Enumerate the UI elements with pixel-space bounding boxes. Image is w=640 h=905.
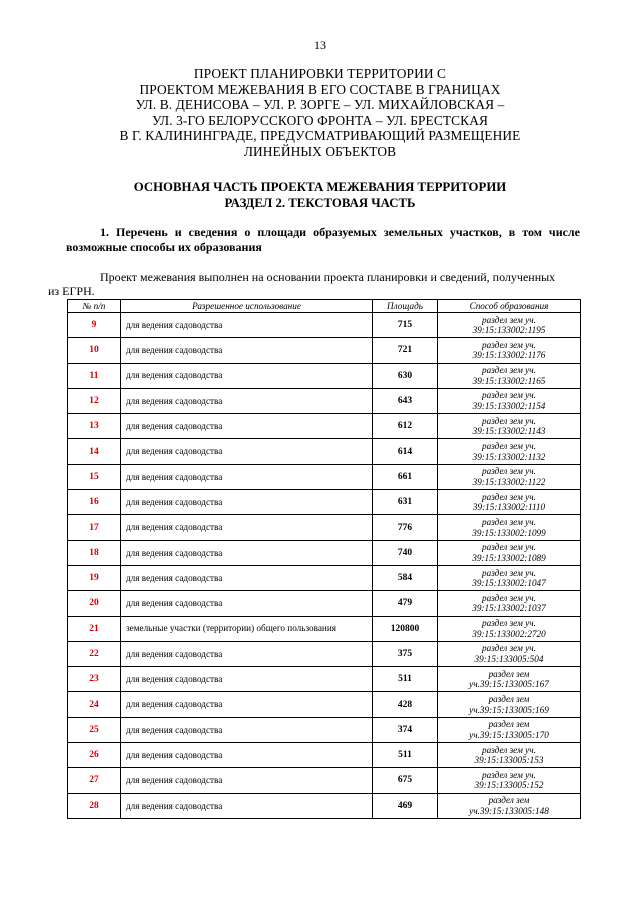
- table-row: [68, 439, 581, 464]
- formation-method: раздел зем уч. 39:15:133005:153: [438, 743, 581, 768]
- table-row: [68, 641, 581, 666]
- row-number: 26: [68, 743, 121, 768]
- permitted-use: для ведения садоводства: [121, 490, 373, 515]
- permitted-use: для ведения садоводства: [121, 793, 373, 818]
- row-number: 20: [68, 591, 121, 616]
- page-number: 13: [314, 38, 326, 52]
- plot-area: 630: [373, 363, 438, 388]
- plot-area: 715: [373, 313, 438, 338]
- header-permitted-use: Разрешенное использование: [121, 300, 373, 313]
- row-number: 19: [68, 565, 121, 590]
- intro-paragraph: [48, 270, 580, 298]
- plot-area: 675: [373, 768, 438, 793]
- title-line: ЛИНЕЙНЫХ ОБЪЕКТОВ: [243, 143, 397, 159]
- formation-method: раздел зем уч. 39:15:133002:1195: [438, 313, 581, 338]
- row-number: 22: [68, 641, 121, 666]
- formation-method: раздел зем уч. 39:15:133002:1110: [438, 490, 581, 515]
- formation-method: раздел зем уч. 39:15:133002:1122: [438, 464, 581, 489]
- title-line: ПРОЕКТОМ МЕЖЕВАНИЯ В ЕГО СОСТАВЕ В ГРАНИЦАХ: [139, 81, 501, 97]
- formation-method: раздел зем уч. 39:15:133002:1143: [438, 414, 581, 439]
- formation-method: раздел зем уч. 39:15:133002:1132: [438, 439, 581, 464]
- section-heading-line: возможные способы их образования: [66, 240, 262, 255]
- row-number: 16: [68, 490, 121, 515]
- formation-method: раздел зем уч. 39:15:133002:1154: [438, 388, 581, 413]
- header-formation-method: Способ образования: [438, 300, 581, 313]
- plot-area: 469: [373, 793, 438, 818]
- formation-method: раздел зем уч.39:15:133005:167: [438, 667, 581, 692]
- table-row: [68, 616, 581, 641]
- permitted-use: для ведения садоводства: [121, 540, 373, 565]
- section-title: [60, 180, 580, 211]
- formation-method: раздел зем уч. 39:15:133002:2720: [438, 616, 581, 641]
- row-number: 23: [68, 667, 121, 692]
- row-number: 24: [68, 692, 121, 717]
- table-row: [68, 515, 581, 540]
- permitted-use: для ведения садоводства: [121, 414, 373, 439]
- plot-area: 612: [373, 414, 438, 439]
- section-heading: [66, 225, 580, 255]
- table-row: [68, 363, 581, 388]
- row-number: 21: [68, 616, 121, 641]
- table-row: [68, 388, 581, 413]
- table-row: [68, 313, 581, 338]
- row-number: 17: [68, 515, 121, 540]
- formation-method: раздел зем уч.39:15:133005:170: [438, 717, 581, 742]
- plot-area: 511: [373, 667, 438, 692]
- permitted-use: для ведения садоводства: [121, 464, 373, 489]
- row-number: 14: [68, 439, 121, 464]
- formation-method: раздел зем уч. 39:15:133002:1089: [438, 540, 581, 565]
- table-row: [68, 768, 581, 793]
- title-line: УЛ. 3-ГО БЕЛОРУССКОГО ФРОНТА – УЛ. БРЕСТСКАЯ: [151, 112, 489, 128]
- table-header-row: [68, 300, 581, 313]
- permitted-use: для ведения садоводства: [121, 591, 373, 616]
- formation-method: раздел зем уч.39:15:133005:169: [438, 692, 581, 717]
- row-number: 9: [68, 313, 121, 338]
- table-row: [68, 717, 581, 742]
- formation-method: раздел зем уч. 39:15:133002:1047: [438, 565, 581, 590]
- formation-method: раздел зем уч. 39:15:133005:152: [438, 768, 581, 793]
- permitted-use: для ведения садоводства: [121, 363, 373, 388]
- document-title: [60, 66, 580, 160]
- permitted-use: для ведения садоводства: [121, 768, 373, 793]
- table-row: [68, 414, 581, 439]
- table-row: [68, 490, 581, 515]
- formation-method: раздел зем уч. 39:15:133002:1176: [438, 338, 581, 363]
- table-row: [68, 591, 581, 616]
- table-row: [68, 338, 581, 363]
- row-number: 13: [68, 414, 121, 439]
- permitted-use: для ведения садоводства: [121, 515, 373, 540]
- plot-area: 120800: [373, 616, 438, 641]
- subtitle-line: РАЗДЕЛ 2. ТЕКСТОВАЯ ЧАСТЬ: [224, 195, 416, 210]
- formation-method: раздел зем уч. 39:15:133002:1099: [438, 515, 581, 540]
- plot-area: 511: [373, 743, 438, 768]
- permitted-use: для ведения садоводства: [121, 439, 373, 464]
- row-number: 10: [68, 338, 121, 363]
- title-line: В Г. КАЛИНИНГРАДЕ, ПРЕДУСМАТРИВАЮЩИЙ РАЗМЕЩЕНИЕ: [119, 128, 521, 144]
- intro-line: из ЕГРН.: [48, 284, 95, 298]
- plot-area: 721: [373, 338, 438, 363]
- table-row: [68, 565, 581, 590]
- plot-area: 643: [373, 388, 438, 413]
- row-number: 18: [68, 540, 121, 565]
- row-number: 25: [68, 717, 121, 742]
- permitted-use: для ведения садоводства: [121, 338, 373, 363]
- row-number: 11: [68, 363, 121, 388]
- title-line: УЛ. В. ДЕНИСОВА – УЛ. Р. ЗОРГЕ – УЛ. МИХАЙЛОВСКАЯ –: [135, 97, 505, 113]
- header-area: Площадь: [373, 300, 438, 313]
- plot-area: 631: [373, 490, 438, 515]
- permitted-use: для ведения садоводства: [121, 641, 373, 666]
- plot-area: 375: [373, 641, 438, 666]
- intro-line: Проект межевания выполнен на основании проекта планировки и сведений, полученных: [100, 270, 556, 284]
- land-plots-table: [67, 299, 581, 819]
- permitted-use: для ведения садоводства: [121, 717, 373, 742]
- permitted-use: для ведения садоводства: [121, 692, 373, 717]
- plot-area: 584: [373, 565, 438, 590]
- permitted-use: для ведения садоводства: [121, 388, 373, 413]
- title-line: ПРОЕКТ ПЛАНИРОВКИ ТЕРРИТОРИИ С: [193, 66, 447, 81]
- plot-area: 740: [373, 540, 438, 565]
- table-row: [68, 464, 581, 489]
- plot-area: 614: [373, 439, 438, 464]
- permitted-use: для ведения садоводства: [121, 313, 373, 338]
- row-number: 27: [68, 768, 121, 793]
- table-row: [68, 692, 581, 717]
- row-number: 12: [68, 388, 121, 413]
- row-number: 28: [68, 793, 121, 818]
- subtitle-line: ОСНОВНАЯ ЧАСТЬ ПРОЕКТА МЕЖЕВАНИЯ ТЕРРИТОРИИ: [133, 180, 507, 194]
- formation-method: раздел зем уч. 39:15:133005:504: [438, 641, 581, 666]
- permitted-use: для ведения садоводства: [121, 667, 373, 692]
- formation-method: раздел зем уч. 39:15:133002:1037: [438, 591, 581, 616]
- plot-area: 661: [373, 464, 438, 489]
- table-body: [68, 313, 581, 819]
- plot-area: 428: [373, 692, 438, 717]
- section-heading-line: 1. Перечень и сведения о площади образуемых земельных участков, в том числе: [100, 225, 580, 239]
- plot-area: 374: [373, 717, 438, 742]
- row-number: 15: [68, 464, 121, 489]
- table-row: [68, 743, 581, 768]
- table-row: [68, 540, 581, 565]
- permitted-use: земельные участки (территории) общего пользования: [121, 616, 373, 641]
- plot-area: 479: [373, 591, 438, 616]
- table-row: [68, 667, 581, 692]
- table-row: [68, 793, 581, 818]
- header-number: № п/п: [68, 300, 121, 313]
- formation-method: раздел зем уч. 39:15:133002:1165: [438, 363, 581, 388]
- permitted-use: для ведения садоводства: [121, 743, 373, 768]
- plot-area: 776: [373, 515, 438, 540]
- formation-method: раздел зем уч.39:15:133005:148: [438, 793, 581, 818]
- permitted-use: для ведения садоводства: [121, 565, 373, 590]
